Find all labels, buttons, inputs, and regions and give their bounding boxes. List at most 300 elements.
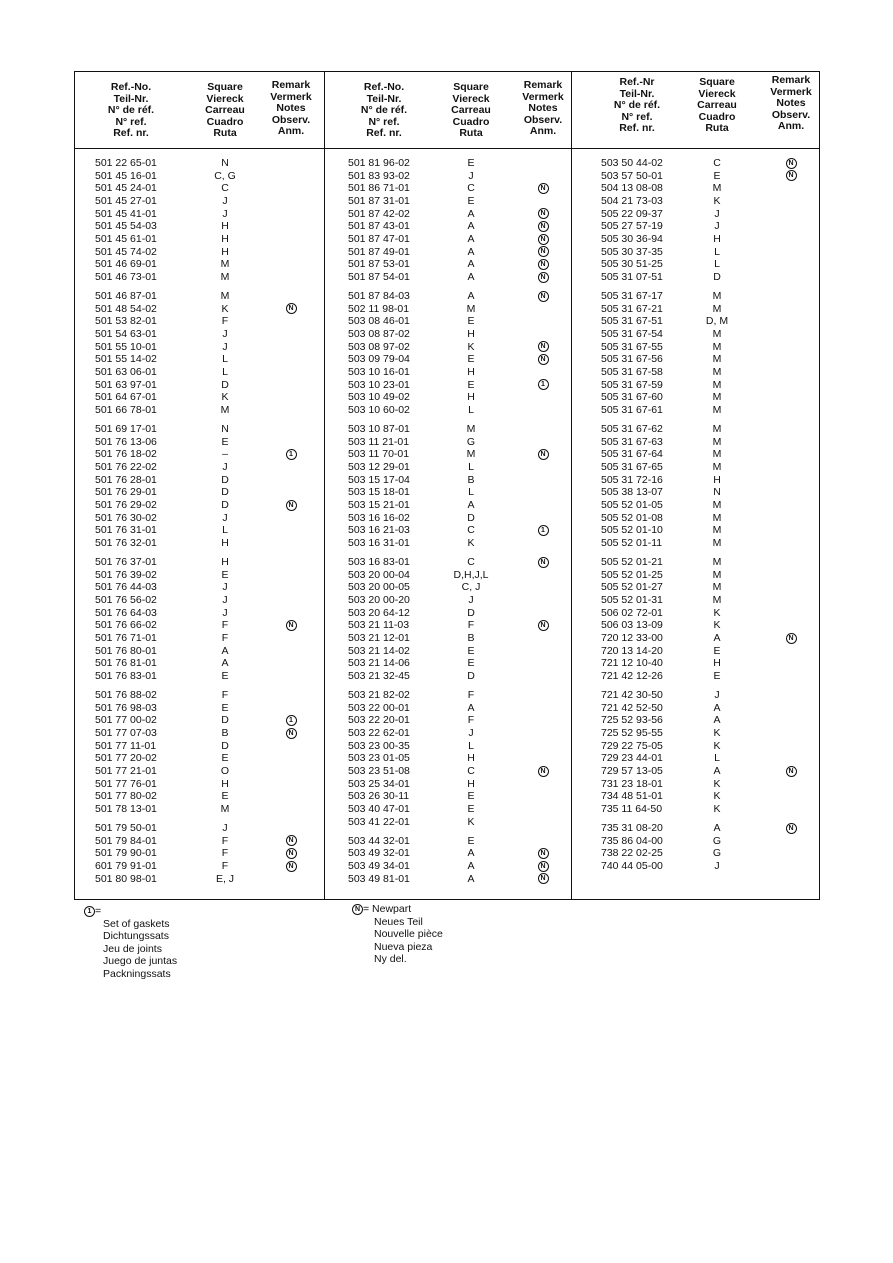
square-code: H bbox=[467, 327, 475, 340]
new-part-icon: N bbox=[286, 848, 297, 859]
square-code: M bbox=[466, 423, 476, 435]
square-code: E bbox=[221, 669, 229, 682]
square-code: L bbox=[468, 403, 474, 416]
square-code: M bbox=[220, 802, 230, 815]
square-code: C bbox=[467, 182, 475, 195]
new-part-icon: N bbox=[538, 557, 549, 568]
square-code: D bbox=[467, 511, 475, 524]
square-code: E bbox=[713, 644, 721, 657]
ref-number: 503 25 34-01 bbox=[348, 777, 410, 790]
square-code: F bbox=[221, 619, 229, 632]
ref-number: 503 21 11-03 bbox=[348, 619, 410, 632]
square-code: J bbox=[222, 822, 228, 834]
ref-number: 721 12 10-40 bbox=[601, 657, 663, 670]
square-header-line: Ruta bbox=[459, 127, 483, 140]
table-row bbox=[75, 195, 819, 208]
square-header-line: Viereck bbox=[452, 92, 490, 105]
remark-header-line: Vermerk bbox=[522, 90, 564, 103]
newpart-legend-text: Nueva pieza bbox=[374, 940, 433, 953]
ref-number: 501 76 29-01 bbox=[95, 486, 157, 499]
ref-number: 505 31 67-58 bbox=[601, 365, 663, 378]
ref-number: 735 31 08-20 bbox=[601, 822, 663, 834]
footer-gaskets-legend bbox=[84, 905, 177, 981]
square-code: A bbox=[467, 859, 475, 872]
square-code: A bbox=[467, 498, 475, 511]
ref-number: 503 26 30-11 bbox=[348, 790, 410, 803]
ref-number: 505 31 67-54 bbox=[601, 327, 663, 340]
square-code: E bbox=[221, 435, 229, 448]
square-header-line: Square bbox=[207, 81, 243, 93]
new-part-icon: N bbox=[286, 500, 297, 511]
ref-number: 501 76 81-01 bbox=[95, 657, 157, 670]
square-code: E bbox=[221, 701, 229, 714]
square-code: K bbox=[713, 802, 721, 815]
ref-number: 505 31 67-63 bbox=[601, 435, 663, 448]
ref-number: 501 76 28-01 bbox=[95, 473, 157, 486]
remark-header-line: Remark bbox=[771, 74, 811, 86]
remark-header-line: Observ. bbox=[771, 108, 811, 121]
square-code: M bbox=[466, 302, 476, 315]
square-code: D bbox=[467, 606, 475, 619]
square-code: J bbox=[222, 460, 228, 473]
ref-number: 721 42 12-26 bbox=[601, 669, 663, 682]
ref-number: 721 42 30-50 bbox=[601, 689, 663, 701]
ref-number: 501 87 43-01 bbox=[348, 220, 410, 233]
square-code: A bbox=[221, 644, 229, 657]
table-row bbox=[75, 657, 819, 670]
remark-header-line: Vermerk bbox=[270, 90, 312, 103]
table-row bbox=[75, 290, 819, 303]
newpart-legend-eq: = Newpart bbox=[363, 903, 412, 915]
ref-number: 505 52 01-31 bbox=[601, 593, 663, 606]
square-code: N bbox=[221, 423, 229, 435]
table-row bbox=[75, 474, 819, 487]
ref-number: 501 45 54-03 bbox=[95, 220, 157, 233]
square-header-line: Viereck bbox=[206, 92, 244, 105]
square-code: N bbox=[221, 157, 229, 169]
ref-number: 503 15 17-04 bbox=[348, 473, 410, 486]
ref-number: 503 22 00-01 bbox=[348, 701, 410, 714]
ref-number: 501 69 17-01 bbox=[95, 423, 157, 435]
square-code: A bbox=[467, 701, 475, 714]
ref-number: 501 45 41-01 bbox=[95, 207, 157, 220]
remark-header-line: Notes bbox=[528, 102, 558, 115]
table-row bbox=[75, 366, 819, 379]
ref-number: 505 30 37-35 bbox=[601, 245, 663, 258]
ref-number: 503 22 20-01 bbox=[348, 714, 410, 727]
new-part-icon: N bbox=[538, 291, 549, 302]
ref-no-header-line: N° de réf. bbox=[360, 104, 408, 117]
ref-number: 501 79 84-01 bbox=[95, 834, 157, 847]
square-code: E bbox=[713, 669, 721, 682]
square-code: O bbox=[220, 764, 230, 777]
ref-number: 501 77 21-01 bbox=[95, 764, 157, 777]
ref-number: 501 77 11-01 bbox=[95, 739, 157, 752]
table-row bbox=[75, 670, 819, 683]
square-header-line: Square bbox=[699, 76, 735, 88]
new-part-icon: N bbox=[786, 170, 797, 181]
square-code: M bbox=[712, 378, 722, 391]
square-code: J bbox=[222, 593, 228, 606]
square-code: K bbox=[713, 777, 721, 790]
newpart-legend-text: Neues Teil bbox=[374, 915, 423, 928]
table-row bbox=[75, 423, 819, 436]
square-code: K bbox=[467, 340, 475, 353]
square-code: M bbox=[712, 536, 722, 549]
ref-number: 503 16 16-02 bbox=[348, 511, 410, 524]
new-part-icon: N bbox=[538, 234, 549, 245]
ref-number: 501 53 82-01 bbox=[95, 315, 157, 328]
table-row bbox=[75, 835, 819, 848]
square-code: A bbox=[713, 631, 721, 644]
new-part-icon: N bbox=[538, 766, 549, 777]
ref-number: 505 31 67-65 bbox=[601, 460, 663, 473]
square-code: J bbox=[468, 726, 474, 739]
table-row bbox=[75, 436, 819, 449]
square-code: E bbox=[467, 657, 475, 670]
square-code: C bbox=[467, 524, 475, 537]
gasket-set-icon: 1 bbox=[538, 379, 549, 390]
ref-number: 503 20 00-05 bbox=[348, 581, 410, 594]
ref-number: 501 45 74-02 bbox=[95, 245, 157, 258]
newpart-legend-head bbox=[352, 903, 443, 916]
ref-number: 501 76 44-03 bbox=[95, 581, 157, 594]
square-code: D bbox=[221, 714, 229, 727]
square-code: E bbox=[221, 752, 229, 765]
remark-header bbox=[261, 80, 321, 138]
square-code: F bbox=[221, 631, 229, 644]
square-code: M bbox=[712, 448, 722, 461]
new-part-icon: N bbox=[538, 221, 549, 232]
ref-number: 503 08 46-01 bbox=[348, 315, 410, 328]
square-code: A bbox=[467, 872, 475, 885]
square-code: K bbox=[713, 726, 721, 739]
square-header-line: Cuadro bbox=[698, 110, 736, 123]
footer-newpart-legend bbox=[352, 903, 443, 966]
ref-number: 501 76 88-02 bbox=[95, 689, 157, 701]
ref-number: 505 31 07-51 bbox=[601, 270, 663, 283]
new-part-icon: N bbox=[538, 208, 549, 219]
square-code: C, G bbox=[214, 169, 236, 182]
table-row bbox=[75, 170, 819, 183]
square-code: J bbox=[468, 169, 474, 182]
ref-number: 501 80 98-01 bbox=[95, 872, 157, 885]
ref-number: 505 31 67-17 bbox=[601, 290, 663, 302]
ref-number: 506 03 13-09 bbox=[601, 619, 663, 632]
ref-number: 501 48 54-02 bbox=[95, 302, 157, 315]
ref-number: 735 86 04-00 bbox=[601, 834, 663, 847]
ref-number: 505 31 67-21 bbox=[601, 302, 663, 315]
ref-number: 601 79 91-01 bbox=[95, 859, 157, 872]
new-part-icon: N bbox=[786, 633, 797, 644]
ref-number: 503 21 14-02 bbox=[348, 644, 410, 657]
square-code: H bbox=[713, 657, 721, 670]
remark-header-line: Remark bbox=[271, 79, 311, 91]
ref-number: 503 11 21-01 bbox=[348, 435, 410, 448]
ref-number: 501 64 67-01 bbox=[95, 391, 157, 404]
square-code: C bbox=[221, 182, 229, 195]
ref-number: 503 23 00-35 bbox=[348, 739, 410, 752]
square-code: M bbox=[466, 448, 476, 461]
ref-number: 505 31 67-51 bbox=[601, 315, 663, 328]
header-divider bbox=[75, 148, 819, 149]
ref-number: 740 44 05-00 bbox=[601, 859, 663, 872]
ref-no-header-line: N° de réf. bbox=[107, 104, 155, 117]
square-code: E bbox=[467, 790, 475, 803]
square-code: H bbox=[221, 556, 229, 568]
square-header-line: Square bbox=[453, 81, 489, 93]
ref-number: 720 12 33-00 bbox=[601, 631, 663, 644]
square-code: E bbox=[467, 157, 475, 169]
ref-number: 501 87 31-01 bbox=[348, 194, 410, 207]
table-row bbox=[75, 569, 819, 582]
ref-number: 502 11 98-01 bbox=[348, 302, 410, 315]
square-code: L bbox=[714, 245, 720, 258]
gasket-legend-text: Dichtungssats bbox=[103, 930, 169, 943]
ref-no-header-line: N° ref. bbox=[621, 110, 653, 123]
square-code: H bbox=[467, 391, 475, 404]
square-code: N bbox=[713, 486, 721, 499]
ref-number: 503 49 32-01 bbox=[348, 847, 410, 860]
ref-number: 505 30 36-94 bbox=[601, 232, 663, 245]
square-code: J bbox=[222, 194, 228, 207]
table-row bbox=[75, 581, 819, 594]
new-part-icon: N bbox=[286, 728, 297, 739]
ref-number: 503 10 87-01 bbox=[348, 423, 410, 435]
ref-number: 501 79 90-01 bbox=[95, 847, 157, 860]
square-code: E bbox=[221, 568, 229, 581]
table-row bbox=[75, 246, 819, 259]
ref-number: 503 09 79-04 bbox=[348, 353, 410, 366]
square-code: A bbox=[221, 657, 229, 670]
ref-number: 501 77 76-01 bbox=[95, 777, 157, 790]
square-code: D bbox=[221, 378, 229, 391]
new-part-icon: N bbox=[538, 183, 549, 194]
table-row bbox=[75, 271, 819, 284]
ref-number: 503 08 97-02 bbox=[348, 340, 410, 353]
ref-number: 504 13 08-08 bbox=[601, 182, 663, 195]
square-code: J bbox=[714, 207, 720, 220]
square-code: C bbox=[713, 157, 721, 169]
ref-no-header-line: N° ref. bbox=[115, 115, 147, 128]
ref-number: 501 63 06-01 bbox=[95, 365, 157, 378]
square-code: M bbox=[712, 302, 722, 315]
square-code: J bbox=[468, 593, 474, 606]
new-part-icon: N bbox=[538, 848, 549, 859]
ref-number: 503 40 47-01 bbox=[348, 802, 410, 815]
square-code: A bbox=[713, 701, 721, 714]
square-code: M bbox=[712, 435, 722, 448]
table-row bbox=[75, 607, 819, 620]
remark-header-line: Notes bbox=[276, 102, 306, 115]
square-header-line: Ruta bbox=[705, 122, 729, 135]
gasket-legend-text: Jeu de joints bbox=[103, 942, 162, 955]
square-header bbox=[441, 82, 501, 140]
ref-number: 505 31 67-60 bbox=[601, 391, 663, 404]
table-row bbox=[75, 740, 819, 753]
ref-number: 503 23 01-05 bbox=[348, 752, 410, 765]
square-code: F bbox=[221, 689, 229, 701]
square-code: – bbox=[222, 448, 228, 461]
ref-number: 503 44 32-01 bbox=[348, 834, 410, 847]
square-code: A bbox=[467, 290, 475, 302]
square-code: G bbox=[712, 847, 722, 860]
ref-number: 503 20 00-04 bbox=[348, 568, 410, 581]
table-row bbox=[75, 790, 819, 803]
square-code: D,H,J,L bbox=[453, 568, 489, 581]
remark-header-line: Notes bbox=[776, 97, 806, 110]
ref-number: 729 22 75-05 bbox=[601, 739, 663, 752]
ref-number: 503 16 31-01 bbox=[348, 536, 410, 549]
new-part-icon: N bbox=[538, 620, 549, 631]
square-code: J bbox=[714, 689, 720, 701]
square-code: E bbox=[467, 834, 475, 847]
square-code: E bbox=[467, 315, 475, 328]
ref-number: 501 87 47-01 bbox=[348, 232, 410, 245]
square-code: C bbox=[467, 764, 475, 777]
square-code: M bbox=[712, 290, 722, 302]
square-code: J bbox=[714, 859, 720, 872]
square-code: F bbox=[221, 834, 229, 847]
new-part-icon: N bbox=[352, 904, 363, 915]
square-code: D bbox=[221, 739, 229, 752]
square-code: D bbox=[221, 498, 229, 511]
ref-number: 505 31 67-64 bbox=[601, 448, 663, 461]
square-code: H bbox=[713, 473, 721, 486]
square-code: M bbox=[712, 327, 722, 340]
ref-number: 503 21 82-02 bbox=[348, 689, 410, 701]
newpart-legend-text: Ny del. bbox=[374, 953, 407, 966]
ref-number: 501 87 84-03 bbox=[348, 290, 410, 302]
new-part-icon: N bbox=[786, 823, 797, 834]
square-code: K bbox=[221, 391, 229, 404]
ref-number: 501 22 65-01 bbox=[95, 157, 157, 169]
ref-number: 501 87 49-01 bbox=[348, 245, 410, 258]
ref-number: 501 54 63-01 bbox=[95, 327, 157, 340]
square-code: J bbox=[222, 327, 228, 340]
ref-number: 505 52 01-10 bbox=[601, 524, 663, 537]
table-row bbox=[75, 803, 819, 816]
ref-number: 505 31 67-56 bbox=[601, 353, 663, 366]
square-code: E bbox=[221, 790, 229, 803]
ref-number: 505 31 67-61 bbox=[601, 403, 663, 416]
remark-header bbox=[761, 75, 821, 133]
square-code: M bbox=[712, 353, 722, 366]
table-row bbox=[75, 182, 819, 195]
square-code: K bbox=[713, 194, 721, 207]
ref-number: 503 16 21-03 bbox=[348, 524, 410, 537]
gasket-legend-text: Packningssats bbox=[103, 967, 171, 980]
ref-number: 501 63 97-01 bbox=[95, 378, 157, 391]
ref-no-header-line: Ref.-Nr bbox=[619, 76, 655, 88]
gasket-set-icon: 1 bbox=[286, 715, 297, 726]
square-code: F bbox=[221, 315, 229, 328]
square-header bbox=[687, 77, 747, 135]
new-part-icon: N bbox=[286, 620, 297, 631]
square-code: K bbox=[467, 536, 475, 549]
ref-number: 505 52 01-21 bbox=[601, 556, 663, 568]
square-code: H bbox=[221, 220, 229, 233]
ref-number: 505 52 01-25 bbox=[601, 568, 663, 581]
ref-number: 501 76 13-06 bbox=[95, 435, 157, 448]
square-code: L bbox=[222, 524, 228, 537]
ref-number: 503 50 44-02 bbox=[601, 157, 663, 169]
ref-number: 501 76 83-01 bbox=[95, 669, 157, 682]
table-row bbox=[75, 258, 819, 271]
remark-header bbox=[513, 80, 573, 138]
table-row bbox=[75, 822, 819, 835]
ref-number: 505 52 01-11 bbox=[601, 536, 663, 549]
square-code: D bbox=[467, 669, 475, 682]
square-code: J bbox=[222, 606, 228, 619]
square-code: L bbox=[714, 752, 720, 765]
table-row bbox=[75, 594, 819, 607]
remark-cell bbox=[533, 873, 553, 886]
square-code: C, J bbox=[461, 581, 481, 594]
table-row bbox=[75, 702, 819, 715]
ref-number: 501 79 50-01 bbox=[95, 822, 157, 834]
table-row bbox=[75, 860, 819, 873]
square-code: F bbox=[467, 714, 475, 727]
square-code: B bbox=[221, 726, 229, 739]
ref-number: 501 81 96-02 bbox=[348, 157, 410, 169]
square-code: A bbox=[467, 847, 475, 860]
square-code: K bbox=[467, 815, 475, 828]
ref-number: 505 27 57-19 bbox=[601, 220, 663, 233]
square-code: F bbox=[221, 859, 229, 872]
ref-no-header-line: Teil-Nr. bbox=[113, 92, 149, 105]
square-code: A bbox=[467, 258, 475, 271]
square-header-line: Viereck bbox=[698, 87, 736, 100]
ref-number: 501 87 54-01 bbox=[348, 270, 410, 283]
ref-number: 501 76 30-02 bbox=[95, 511, 157, 524]
ref-number: 501 76 80-01 bbox=[95, 644, 157, 657]
square-code: E bbox=[467, 378, 475, 391]
ref-no-header-line: Ref. nr. bbox=[619, 122, 655, 135]
ref-number: 738 22 02-25 bbox=[601, 847, 663, 860]
ref-number: 505 31 67-59 bbox=[601, 378, 663, 391]
square-code: L bbox=[222, 353, 228, 366]
ref-number: 501 76 39-02 bbox=[95, 568, 157, 581]
ref-number: 505 31 67-55 bbox=[601, 340, 663, 353]
ref-no-header bbox=[344, 82, 424, 140]
ref-number: 501 78 13-01 bbox=[95, 802, 157, 815]
table-row bbox=[75, 714, 819, 727]
ref-number: 501 46 73-01 bbox=[95, 270, 157, 283]
new-part-icon: N bbox=[538, 246, 549, 257]
ref-number: 503 20 00-20 bbox=[348, 593, 410, 606]
square-code: M bbox=[220, 270, 230, 283]
table-row bbox=[75, 512, 819, 525]
table-row bbox=[75, 233, 819, 246]
square-code: M bbox=[712, 556, 722, 568]
table-row bbox=[75, 645, 819, 658]
square-code: H bbox=[713, 232, 721, 245]
square-header-line: Cuadro bbox=[452, 115, 490, 128]
gasket-set-icon: 1 bbox=[84, 906, 95, 917]
square-code: G bbox=[466, 435, 476, 448]
ref-number: 501 83 93-02 bbox=[348, 169, 410, 182]
ref-number: 503 08 87-02 bbox=[348, 327, 410, 340]
ref-number: 501 45 61-01 bbox=[95, 232, 157, 245]
new-part-icon: N bbox=[538, 341, 549, 352]
remark-cell bbox=[781, 170, 801, 183]
square-code: G bbox=[712, 834, 722, 847]
table-row bbox=[75, 556, 819, 569]
remark-header-line: Vermerk bbox=[770, 85, 812, 98]
ref-number: 506 02 72-01 bbox=[601, 606, 663, 619]
ref-number: 501 45 16-01 bbox=[95, 169, 157, 182]
